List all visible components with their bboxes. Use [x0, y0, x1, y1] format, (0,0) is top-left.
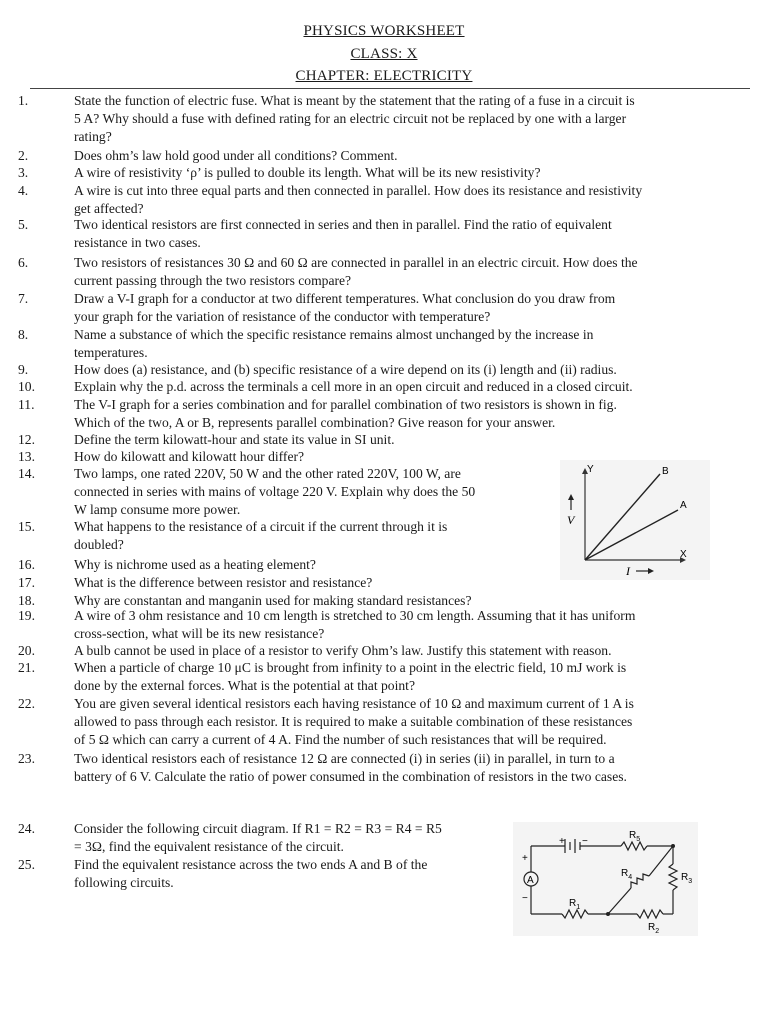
r2-label: $R_2$ — [648, 922, 660, 935]
junction-top-right — [671, 844, 675, 848]
v-arrow-head — [568, 494, 574, 500]
question-text-line: current passing through the two resistors compare? — [74, 273, 352, 288]
question-text-line: done by the external forces. What is the potential at that point? — [74, 678, 415, 693]
question-text-line: Consider the following circuit diagram. If R1 = R2 = R3 = R4 = R5 — [74, 821, 442, 836]
resistor-r4 — [631, 874, 649, 888]
question-number: 11. — [18, 397, 35, 412]
question-text-line: Draw a V-I graph for a conductor at two different temperatures. What conclusion do you draw from — [74, 291, 616, 306]
ammeter-plus: + — [522, 853, 528, 864]
question-number: 17. — [18, 575, 35, 590]
line-b — [585, 474, 660, 560]
question-text-line: When a particle of charge 10 μC is brought from infinity to a point in the electric field, 10 mJ work is — [74, 660, 627, 675]
question-text-line: A wire of 3 ohm resistance and 10 cm length is stretched to 30 cm length. Assuming that it has uniform — [74, 608, 636, 623]
question-number: 18. — [18, 593, 35, 608]
question-text-line: Why is nichrome used as a heating element? — [74, 557, 316, 572]
question-text-line: following circuits. — [74, 875, 174, 890]
question-number: 22. — [18, 696, 35, 711]
vi-graph — [560, 460, 710, 580]
line-b-label: B — [662, 466, 669, 477]
question-number: 8. — [18, 327, 29, 342]
question-text-line: Does ohm’s law hold good under all conditions? Comment. — [74, 148, 398, 163]
y-axis-label: Y — [587, 464, 594, 475]
cell-minus: − — [582, 836, 588, 847]
question-text-line: battery of 6 V. Calculate the ratio of power consumed in the combination of resistors in the two cases. — [74, 769, 627, 784]
ammeter-label: A — [527, 875, 534, 886]
vi-graph-figure — [560, 460, 710, 580]
question-number: 10. — [18, 379, 35, 394]
question-number: 21. — [18, 660, 35, 675]
question-number: 14. — [18, 466, 35, 481]
x-axis-label: X — [680, 549, 687, 560]
circuit-diagram — [513, 822, 698, 936]
worksheet-title: PHYSICS WORKSHEET — [303, 23, 465, 39]
r4-label: $R_4$ — [621, 868, 633, 881]
question-text-line: Two identical resistors each of resistance 12 Ω are connected (i) in series (ii) in parallel, in turn to a — [74, 751, 615, 766]
circuit-figure — [513, 822, 698, 936]
question-text-line: connected in series with mains of voltage 220 V. Explain why does the 50 — [74, 484, 476, 499]
question-text-line: Two identical resistors are first connected in series and then in parallel. Find the ratio of equivalent — [74, 217, 612, 232]
question-number: 15. — [18, 519, 35, 534]
question-text-line: 5 A? Why should a fuse with defined rating for an electric circuit not be replaced by one with a larger — [74, 111, 627, 126]
question-number: 20. — [18, 643, 35, 658]
resistor-r2 — [637, 910, 663, 918]
question-text-line: How do kilowatt and kilowatt hour differ? — [74, 449, 305, 464]
question-number: 25. — [18, 857, 35, 872]
question-number: 19. — [18, 608, 35, 623]
question-number: 6. — [18, 255, 29, 270]
question-text-line: What is the difference between resistor and resistance? — [74, 575, 373, 590]
r3-label: $R_3$ — [681, 872, 693, 885]
question-text-line: What happens to the resistance of a circuit if the current through it is — [74, 519, 448, 534]
question-number: 23. — [18, 751, 35, 766]
question-text-line: Find the equivalent resistance across the two ends A and B of the — [74, 857, 428, 872]
question-text-line: State the function of electric fuse. What is meant by the statement that the rating of a fuse in a circuit is — [74, 93, 635, 108]
question-text-line: Why are constantan and manganin used for making standard resistances? — [74, 593, 472, 608]
question-number: 5. — [18, 217, 29, 232]
question-text-line: W lamp consume more power. — [74, 502, 241, 517]
question-number: 16. — [18, 557, 35, 572]
i-label: I — [626, 564, 630, 578]
question-text-line: Which of the two, A or B, represents parallel combination? Give reason for your answer. — [74, 415, 556, 430]
line-a-label: A — [680, 500, 687, 511]
question-text-line: How does (a) resistance, and (b) specific resistance of a wire depend on its (i) length and (ii) radius. — [74, 362, 617, 377]
resistor-r5 — [621, 842, 647, 850]
class-heading: CLASS: X — [350, 46, 418, 62]
question-text-line: You are given several identical resistors each having resistance of 10 Ω and maximum current of 1 A is — [74, 696, 634, 711]
question-text-line: = 3Ω, find the equivalent resistance of the circuit. — [74, 839, 344, 854]
ammeter-minus: − — [522, 893, 528, 904]
question-number: 12. — [18, 432, 35, 447]
question-text-line: doubled? — [74, 537, 124, 552]
question-number: 7. — [18, 291, 29, 306]
question-text-line: Explain why the p.d. across the terminals a cell more in an open circuit and reduced in a closed circuit. — [74, 379, 633, 394]
question-number: 2. — [18, 148, 29, 163]
question-number: 13. — [18, 449, 35, 464]
junction-bottom — [606, 912, 610, 916]
i-arrow-head — [648, 568, 654, 574]
cell-plus: + — [559, 836, 565, 847]
question-text-line: temperatures. — [74, 345, 148, 360]
question-text-line: The V-I graph for a series combination and for parallel combination of two resistors is shown in fig. — [74, 397, 617, 412]
question-number: 9. — [18, 362, 29, 377]
header-rule — [30, 88, 750, 89]
question-text-line: rating? — [74, 129, 112, 144]
question-number: 4. — [18, 183, 29, 198]
question-text-line: Name a substance of which the specific resistance remains almost unchanged by the increase in — [74, 327, 594, 342]
question-text-line: your graph for the variation of resistance of the conductor with temperature? — [74, 309, 491, 324]
question-text-line: cross-section, what will be its new resistance? — [74, 626, 325, 641]
question-number: 24. — [18, 821, 35, 836]
question-text-line: of 5 Ω which can carry a current of 4 A. Find the number of such resistances that will be required. — [74, 732, 607, 747]
chapter-heading: CHAPTER: ELECTRICITY — [295, 68, 473, 84]
question-text-line: A wire of resistivity ‘ρ’ is pulled to double its length. What will be its new resistivity? — [74, 165, 541, 180]
resistor-r1 — [562, 910, 588, 918]
question-number: 1. — [18, 93, 29, 108]
question-text-line: resistance in two cases. — [74, 235, 201, 250]
question-text-line: allowed to pass through each resistor. It is required to make a suitable combination of these resistances — [74, 714, 633, 729]
question-text-line: A wire is cut into three equal parts and then connected in parallel. How does its resistance and resistivity — [74, 183, 643, 198]
r5-label: $R_5$ — [629, 830, 641, 843]
resistor-r3 — [669, 864, 677, 890]
question-text-line: Two lamps, one rated 220V, 50 W and the other rated 220V, 100 W, are — [74, 466, 461, 481]
question-text-line: Define the term kilowatt-hour and state its value in SI unit. — [74, 432, 395, 447]
question-text-line: Two resistors of resistances 30 Ω and 60 Ω are connected in parallel in an electric circuit. How does the — [74, 255, 638, 270]
v-label: V — [567, 513, 575, 527]
question-number: 3. — [18, 165, 29, 180]
question-text-line: get affected? — [74, 201, 144, 216]
question-text-line: A bulb cannot be used in place of a resistor to verify Ohm’s law. Justify this statement with reason. — [74, 643, 612, 658]
line-a — [585, 510, 678, 560]
r1-label: $R_1$ — [569, 898, 581, 911]
